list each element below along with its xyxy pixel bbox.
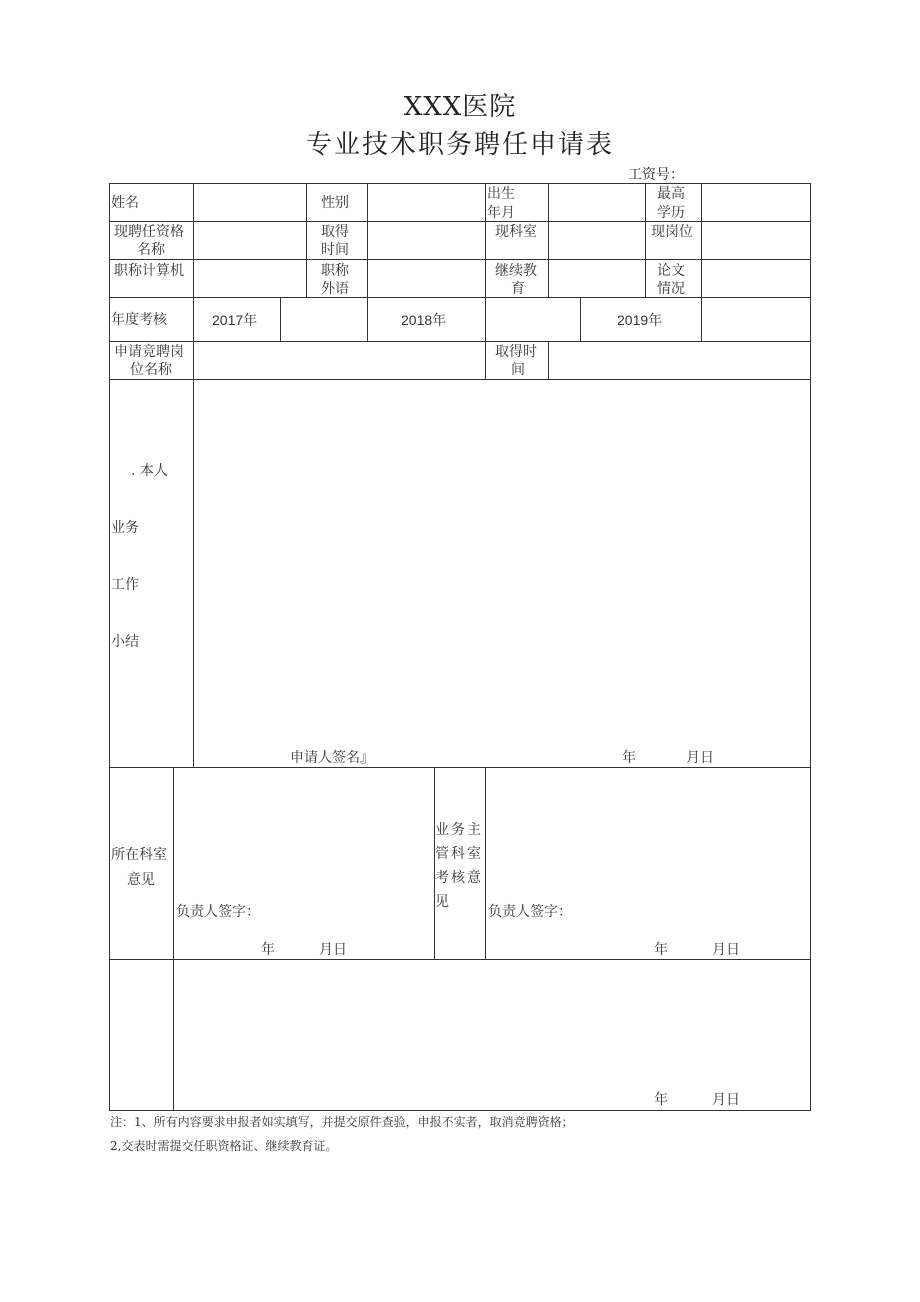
- thesis-label-1: 论文: [657, 263, 685, 279]
- education-label-2: 学历: [657, 205, 685, 221]
- year-2019: 2019年: [617, 312, 663, 328]
- summary-year-label: 年: [622, 750, 636, 766]
- summary-label-2: 业务: [111, 520, 139, 536]
- year-2018: 2018年: [401, 312, 447, 328]
- summary-label-4: 小结: [111, 634, 139, 650]
- dept-opinion-label-1: 所在科室: [111, 847, 167, 863]
- mgmt-opinion-label-2: 管科室: [435, 846, 483, 862]
- obtain-time-label-2: 时间: [321, 242, 349, 258]
- obtain-time-label-1: 取得: [321, 224, 349, 240]
- mgmt-opinion-label-3: 考核意: [435, 870, 483, 886]
- final-year-label: 年: [654, 1092, 668, 1108]
- assessment-label: 年度考核: [111, 312, 167, 328]
- obtain-time-label-b2: 间: [511, 362, 525, 378]
- cont-edu-label-1: 继续教: [495, 263, 537, 279]
- salary-number-label: 工资号：: [628, 167, 684, 183]
- birth-label-1: 出生: [487, 186, 515, 202]
- position-label: 现岗位: [651, 224, 693, 240]
- computer-label: 职称计算机: [114, 263, 184, 279]
- education-label-1: 最高: [657, 186, 685, 202]
- dept-sign-label: 负责人签字：: [176, 904, 260, 920]
- obtain-time-label-b1: 取得时: [495, 344, 537, 360]
- summary-label-3: 工作: [111, 577, 139, 593]
- summary-date-label: 月日: [686, 750, 714, 766]
- name-label: 姓名: [111, 195, 139, 211]
- mgmt-date-label: 月日: [712, 942, 740, 958]
- gender-label: 性别: [321, 195, 349, 211]
- applicant-signature-label: 申请人签名』: [290, 750, 374, 766]
- final-date-label: 月日: [712, 1092, 740, 1108]
- apply-post-label-2: 位名称: [130, 362, 172, 378]
- note-line-1: 注：1、所有内容要求申报者如实填写，并提交原件查验，申报不实者，取消竞聘资格；: [110, 1115, 574, 1129]
- mgmt-year-label: 年: [654, 942, 668, 958]
- qualification-label-2: 名称: [137, 242, 165, 258]
- mgmt-opinion-label-4: 见: [435, 894, 449, 910]
- hospital-name: XXX医院: [403, 92, 517, 122]
- department-label: 现科室: [495, 224, 537, 240]
- apply-post-label-1: 申请竞聘岗: [114, 344, 184, 360]
- year-2017: 2017年: [212, 312, 258, 328]
- foreign-lang-label-1: 职称: [321, 263, 349, 279]
- dept-date-label: 月日: [319, 942, 347, 958]
- form-title: 专业技术职务聘任申请表: [305, 130, 614, 160]
- thesis-label-2: 情况: [657, 281, 685, 297]
- dept-year-label: 年: [261, 942, 275, 958]
- summary-label-1: . 本人: [131, 463, 168, 479]
- cont-edu-label-2: 育: [511, 281, 525, 297]
- note-line-2: 2,交表时需提交任职资格证、继续教育证。: [110, 1139, 338, 1153]
- foreign-lang-label-2: 外语: [321, 281, 349, 297]
- qualification-label-1: 现聘任资格: [114, 224, 184, 240]
- birth-label-2: 年月: [487, 205, 515, 221]
- mgmt-sign-label: 负责人签字：: [488, 904, 572, 920]
- mgmt-opinion-label-1: 业务主: [435, 822, 483, 838]
- dept-opinion-label-2: 意见: [127, 872, 155, 888]
